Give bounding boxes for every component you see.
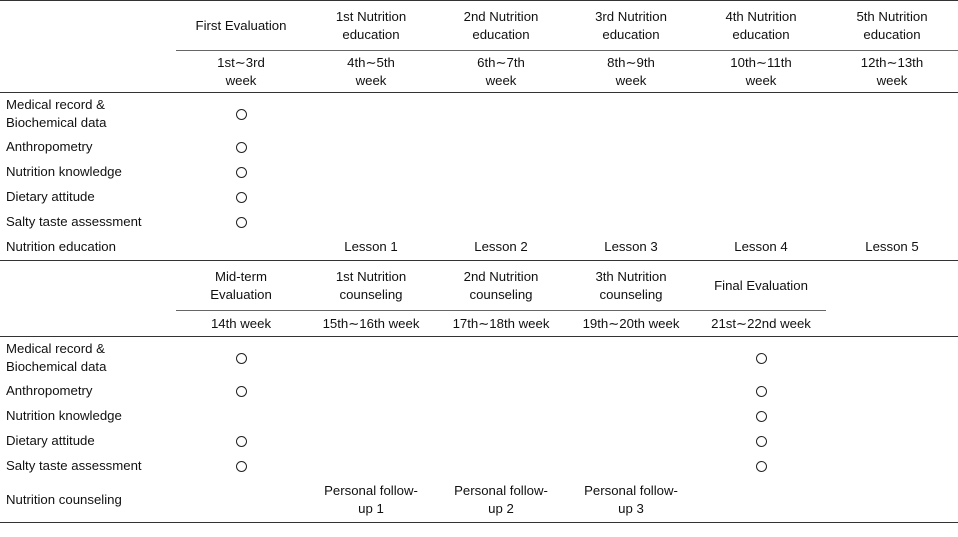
phase-header bbox=[566, 1, 696, 51]
table-cell bbox=[696, 135, 826, 160]
row-label bbox=[0, 235, 176, 261]
phase-header bbox=[826, 1, 958, 51]
cell-text: Lesson 3 bbox=[604, 239, 658, 255]
row-label bbox=[0, 185, 176, 210]
row-label-text: Nutrition knowledge bbox=[6, 164, 122, 179]
row-label bbox=[0, 379, 176, 404]
phase-header bbox=[306, 1, 436, 51]
table-cell bbox=[306, 235, 436, 261]
table-cell bbox=[176, 429, 306, 454]
table-row bbox=[0, 185, 958, 210]
table-cell bbox=[436, 337, 566, 379]
table-cell bbox=[566, 479, 696, 523]
table-cell bbox=[176, 404, 306, 429]
table-row bbox=[0, 429, 958, 454]
table-cell bbox=[436, 235, 566, 261]
row-label bbox=[0, 429, 176, 454]
check-circle-icon bbox=[236, 461, 247, 472]
table-cell bbox=[696, 93, 826, 135]
row-label bbox=[0, 337, 176, 379]
table-cell bbox=[826, 93, 958, 135]
table-cell bbox=[696, 454, 826, 479]
table-cell bbox=[696, 337, 826, 379]
table-cell bbox=[436, 185, 566, 210]
week-header bbox=[436, 51, 566, 93]
table-row bbox=[0, 261, 958, 311]
table-cell bbox=[306, 160, 436, 185]
phase-header-label: 5th Nutrition education bbox=[856, 8, 928, 42]
week-header-label: 10th∼11th week bbox=[730, 54, 792, 88]
table-row bbox=[0, 51, 958, 93]
table-row bbox=[0, 93, 958, 135]
table-cell bbox=[696, 479, 826, 523]
table-row bbox=[0, 404, 958, 429]
check-circle-icon bbox=[236, 109, 247, 120]
table-row bbox=[0, 479, 958, 523]
table-cell bbox=[826, 404, 958, 429]
check-circle-icon bbox=[756, 411, 767, 422]
phase-header bbox=[436, 1, 566, 51]
table-cell bbox=[436, 160, 566, 185]
table-cell bbox=[176, 379, 306, 404]
header-spacer bbox=[0, 261, 176, 311]
phase-header bbox=[566, 261, 696, 311]
check-circle-icon bbox=[236, 217, 247, 228]
table-cell bbox=[436, 479, 566, 523]
check-circle-icon bbox=[236, 167, 247, 178]
table-cell bbox=[826, 135, 958, 160]
header-spacer bbox=[0, 311, 176, 337]
table-cell bbox=[306, 404, 436, 429]
table-cell bbox=[176, 160, 306, 185]
table-row bbox=[0, 210, 958, 235]
phase-header-label: 1st Nutrition education bbox=[335, 8, 407, 42]
table-cell bbox=[696, 379, 826, 404]
table-cell bbox=[176, 479, 306, 523]
row-label bbox=[0, 210, 176, 235]
table-cell bbox=[826, 379, 958, 404]
table-cell bbox=[306, 337, 436, 379]
row-label bbox=[0, 160, 176, 185]
week-header-label: 17th∼18th week bbox=[452, 315, 550, 331]
table-cell bbox=[176, 454, 306, 479]
week-header-label: 8th∼9th week bbox=[607, 54, 655, 88]
cell-text: Personal follow-up 3 bbox=[584, 483, 678, 517]
check-circle-icon bbox=[236, 436, 247, 447]
table-cell bbox=[566, 404, 696, 429]
table-cell bbox=[566, 160, 696, 185]
table-cell bbox=[566, 379, 696, 404]
phase-header-label: 2nd Nutrition counseling bbox=[463, 268, 539, 302]
phase-header bbox=[176, 261, 306, 311]
row-label bbox=[0, 479, 176, 523]
table-cell bbox=[826, 210, 958, 235]
row-label-text: Dietary attitude bbox=[6, 189, 95, 204]
table-cell bbox=[826, 337, 958, 379]
phase-header-label: 1st Nutrition counseling bbox=[335, 268, 407, 302]
table-cell bbox=[306, 185, 436, 210]
table-cell bbox=[826, 185, 958, 210]
phase-header-label: 2nd Nutrition education bbox=[463, 8, 539, 42]
week-header bbox=[306, 311, 436, 337]
table-cell bbox=[306, 93, 436, 135]
cell-text: Lesson 1 bbox=[344, 239, 398, 255]
phase-header bbox=[696, 1, 826, 51]
table-cell bbox=[696, 235, 826, 261]
table-cell bbox=[436, 379, 566, 404]
header-spacer bbox=[0, 51, 176, 93]
check-circle-icon bbox=[236, 353, 247, 364]
week-header bbox=[696, 51, 826, 93]
week-header-label: 6th∼7th week bbox=[477, 54, 525, 88]
table-row bbox=[0, 337, 958, 379]
table-cell bbox=[176, 235, 306, 261]
week-header-label: 19th∼20th week bbox=[582, 315, 680, 331]
table-cell bbox=[436, 93, 566, 135]
row-label-text: Nutrition knowledge bbox=[6, 408, 122, 423]
row-label-text: Anthropometry bbox=[6, 139, 93, 154]
cell-text: Personal follow-up 2 bbox=[454, 483, 548, 517]
table-cell bbox=[176, 93, 306, 135]
phase-header-label: 4th Nutrition education bbox=[725, 8, 797, 42]
table-cell bbox=[436, 404, 566, 429]
row-label-text: Medical record & Biochemical data bbox=[6, 96, 107, 130]
row-label-text: Nutrition education bbox=[6, 239, 116, 255]
table-row bbox=[0, 160, 958, 185]
week-header bbox=[826, 311, 958, 337]
table-cell bbox=[436, 429, 566, 454]
row-label bbox=[0, 404, 176, 429]
table-cell bbox=[566, 135, 696, 160]
table-row bbox=[0, 379, 958, 404]
table-cell bbox=[566, 93, 696, 135]
row-label-text: Anthropometry bbox=[6, 383, 93, 398]
row-label bbox=[0, 454, 176, 479]
table-cell bbox=[306, 429, 436, 454]
check-circle-icon bbox=[756, 436, 767, 447]
table-row bbox=[0, 1, 958, 51]
check-circle-icon bbox=[756, 353, 767, 364]
table-cell bbox=[566, 185, 696, 210]
table-cell bbox=[306, 379, 436, 404]
phase-header-label: 3th Nutrition counseling bbox=[595, 268, 667, 302]
table-cell bbox=[826, 429, 958, 454]
table-row bbox=[0, 235, 958, 261]
cell-text: Personal follow-up 1 bbox=[324, 483, 418, 517]
table-cell bbox=[176, 210, 306, 235]
check-circle-icon bbox=[756, 461, 767, 472]
phase-header bbox=[696, 261, 826, 311]
table-cell bbox=[826, 235, 958, 261]
row-label bbox=[0, 93, 176, 135]
week-header bbox=[436, 311, 566, 337]
row-label-text: Medical record & Biochemical data bbox=[6, 340, 107, 374]
header-spacer bbox=[0, 1, 176, 51]
week-header-label: 1st∼3rd week bbox=[217, 54, 265, 88]
row-label bbox=[0, 135, 176, 160]
cell-text: Lesson 5 bbox=[865, 239, 919, 255]
table-cell bbox=[436, 454, 566, 479]
table-cell bbox=[176, 337, 306, 379]
table-cell bbox=[306, 135, 436, 160]
week-header bbox=[826, 51, 958, 93]
week-header bbox=[696, 311, 826, 337]
phase-header-label: Mid-term Evaluation bbox=[210, 268, 272, 302]
phase-header bbox=[306, 261, 436, 311]
week-header bbox=[306, 51, 436, 93]
table-cell bbox=[826, 160, 958, 185]
week-header bbox=[566, 51, 696, 93]
phase-header-label: Final Evaluation bbox=[714, 277, 808, 293]
phase-header bbox=[436, 261, 566, 311]
row-label-text: Salty taste assessment bbox=[6, 214, 142, 229]
week-header-label: 14th week bbox=[210, 315, 272, 331]
week-header-label: 12th∼13th week bbox=[860, 54, 924, 88]
table-cell bbox=[696, 404, 826, 429]
table-row bbox=[0, 135, 958, 160]
table-cell bbox=[176, 185, 306, 210]
table-cell bbox=[436, 210, 566, 235]
phase-header-label: First Evaluation bbox=[195, 17, 287, 33]
table-cell bbox=[566, 235, 696, 261]
table-cell bbox=[566, 454, 696, 479]
table-cell bbox=[306, 479, 436, 523]
table-cell bbox=[696, 210, 826, 235]
table-cell bbox=[306, 210, 436, 235]
week-header bbox=[176, 51, 306, 93]
table-cell bbox=[566, 337, 696, 379]
table-cell bbox=[566, 429, 696, 454]
check-circle-icon bbox=[236, 192, 247, 203]
table-cell bbox=[696, 185, 826, 210]
table-cell bbox=[826, 479, 958, 523]
phase-header-label: 3rd Nutrition education bbox=[595, 8, 667, 42]
check-circle-icon bbox=[756, 386, 767, 397]
cell-text: Lesson 2 bbox=[474, 239, 528, 255]
phase-header bbox=[826, 261, 958, 311]
phase-header bbox=[176, 1, 306, 51]
table-row bbox=[0, 454, 958, 479]
table-cell bbox=[696, 160, 826, 185]
row-label-text: Dietary attitude bbox=[6, 433, 95, 448]
table-cell bbox=[436, 135, 566, 160]
table-cell bbox=[826, 454, 958, 479]
table-cell bbox=[306, 454, 436, 479]
cell-text: Lesson 4 bbox=[734, 239, 788, 255]
week-header bbox=[566, 311, 696, 337]
row-label-text: Salty taste assessment bbox=[6, 458, 142, 473]
row-label-text: Nutrition counseling bbox=[6, 492, 122, 508]
table-cell bbox=[566, 210, 696, 235]
check-circle-icon bbox=[236, 142, 247, 153]
check-circle-icon bbox=[236, 386, 247, 397]
week-header-label: 21st∼22nd week bbox=[711, 315, 811, 331]
week-header-label: 15th∼16th week bbox=[322, 315, 420, 331]
table-cell bbox=[696, 429, 826, 454]
table-row bbox=[0, 311, 958, 337]
week-header bbox=[176, 311, 306, 337]
week-header-label: 4th∼5th week bbox=[347, 54, 395, 88]
table-cell bbox=[176, 135, 306, 160]
